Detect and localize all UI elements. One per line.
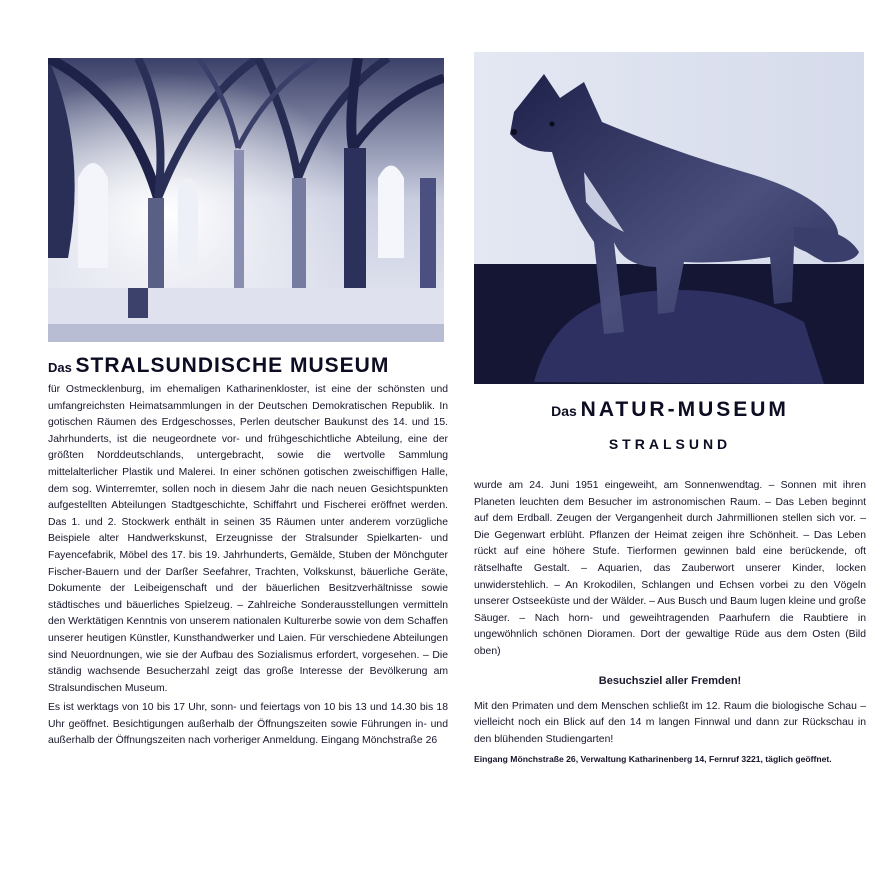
natur-museum-title bbox=[474, 398, 866, 422]
address-line: Eingang Mönchstraße 26, Verwaltung Katharinenberg 14, Fernruf 3221, täglich geöffnet. bbox=[474, 754, 832, 765]
left-column bbox=[48, 58, 448, 750]
opening-hours: Es ist werktags von 10 bis 17 Uhr, sonn- und feiertags von 10 bis 13 und 14.30 bis 18 Uhr geöffnet. Besichtigungen außerhalb der Öffnungszeiten sowie Führungen in- und außerhalb der Öffnungszeiten nach vorheriger Anmeldung. Eingang Mönchstraße 26 bbox=[48, 702, 448, 747]
wolf-photo bbox=[474, 52, 864, 384]
primates-paragraph: Mit den Primaten und dem Menschen schließt im 12. Raum die biologische Schau – vielleicht noch ein Blick auf den 14 m langen Finnwal und dann zur Rückschau in den blühenden Studiengarten! bbox=[474, 700, 866, 745]
museum-description: für Ostmecklenburg, im ehemaligen Katharinenkloster, ist eine der schönsten und umfangreichsten Heimatsammlungen in der Deutschen Demokratischen Republik. In gotischen Räumen des Erdgeschosses, Perlen deutscher Baukunst des 14. und 15. Jahrhunderts, ist die neugeordnete vor- und frühgeschichtliche Abteilung, eine der größten Norddeutschlands, untergebracht, sowie die wertvolle Sammlung mittelalterlicher Plastik und Malerei. In einer schönen gotischen zweischiffigen Halle, dem sog. Winterremter, sollen noch in diesem Jahr die nach neuen Gesichtspunkten aufgestellten Abteilungen Stadtgeschichte, Schiffahrt und Fischerei eröffnet werden. Das 1. und 2. Stockwerk enthält in seinen 35 Räumen unter anderem vorzügliche Beispiele alter Handwerkskunst, Erzeugnisse der Stralsunder Spielkarten- und Fayencefabrik, Möbel des 17. bis 19. Jahrhunderts, Gemälde, Stuben der Mönchguter Fischer-Bauern und der Darßer Seefahrer, Trachten, Volkskunst, bäuerliche Geräte, Dokumente der Leibeigenschaft und der bäuerlichen Besitzverhältnisse sowie städtisches und bäuerliches Spielzeug. – Zahlreiche Sonderausstellungen vermitteln den Werktätigen Kenntnis von unserem nationalen Kulturerbe sowie von dem Schaffen unserer heutigen Künstler, Kunsthandwerker und Laien. Für verschiedene Abteilungen sind Neuordnungen, wie sie der Aufbau des Sozialismus erfordert, vorgesehen. – Die ständig wachsende Besucherzahl zeigt das große Interesse der Bevölkerung am Stralsundischen Museum. bbox=[48, 384, 448, 694]
subtitle-city: STRALSUND bbox=[608, 436, 732, 452]
stralsund-museum-title bbox=[48, 354, 448, 378]
title-main: NATUR-MUSEUM bbox=[580, 398, 789, 421]
museum-description: wurde am 24. Juni 1951 eingeweiht, am Sonnenwendtag. – Sonnen mit ihren Planeten leuchten dem Besucher im astronomischen Raum. – Das Leben beginnt auf dem Erdball. Zeugen der Vergangenheit durch Jahrmillionen stellen sich vor. – Die Gegenwart erblüht. Pflanzen der Heimat zeigen ihre Schönheit. – Das Leben rückt auf eine höhere Stufe. Tierformen gewinnen bald eine berückende, oft rätselhafte Gestalt. – Aquarien, das Zauberwort unserer Kinder, locken unwiderstehlich. – An Krokodilen, Schlangen und Echsen vorbei zu den Vögeln unserer Ostseeküste und der Wälder. – Aus Busch und Baum lugen kleine und große Säuger. – Nach horn- und geweihtragenden Paarhufern die Raubtiere in ungewöhnlich schönen Dioramen. Dort der gewaltige Rüde aus dem Osten (Bild oben) bbox=[474, 480, 866, 657]
title-prefix: Das bbox=[551, 403, 577, 419]
title-prefix: Das bbox=[48, 360, 72, 375]
title-main: STRALSUNDISCHE MUSEUM bbox=[75, 354, 390, 377]
right-column bbox=[474, 52, 866, 766]
section-heading: Besuchsziel aller Fremden! bbox=[598, 674, 742, 687]
gothic-hall-photo bbox=[48, 58, 444, 342]
